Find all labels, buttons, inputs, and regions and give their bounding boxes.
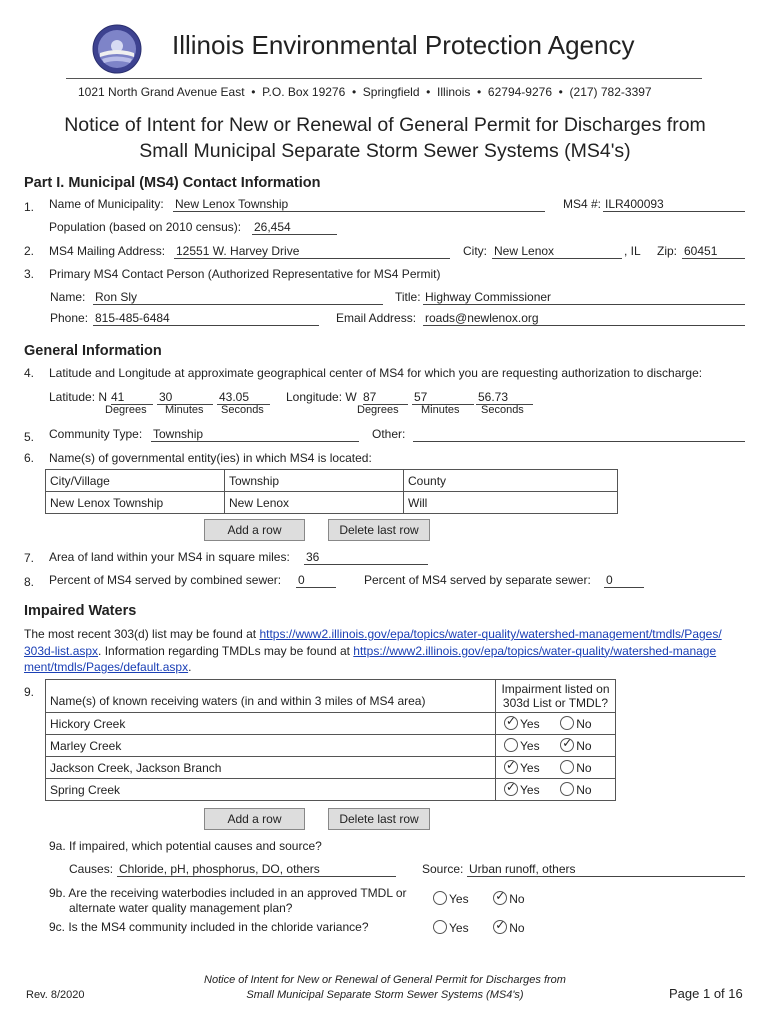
table-row — [46, 492, 618, 514]
population-label: Population (based on 2010 census): — [49, 220, 242, 234]
waters-header-name: Name(s) of known receiving waters (in and within 3 miles of MS4 area) — [46, 680, 496, 713]
q9b-options — [433, 891, 525, 906]
water-4-yes-radio[interactable] — [504, 782, 518, 796]
title-field[interactable]: Highway Commissioner — [423, 290, 745, 305]
q9c-options — [433, 920, 525, 935]
q9c-no-label: No — [509, 921, 525, 935]
footer-title-2: Small Municipal Separate Storm Sewer Systems (MS4's) — [246, 989, 524, 1001]
lat-minutes-caption: Minutes — [165, 404, 204, 416]
water-impairment-cell — [496, 779, 616, 801]
yes-label: Yes — [520, 717, 540, 731]
lon-seconds-caption: Seconds — [481, 404, 524, 416]
municipality-label: Name of Municipality: — [49, 197, 164, 211]
q3-number: 3. — [24, 267, 35, 281]
q9b-text-1: 9b. Are the receiving waterbodies included in an approved TMDL or — [49, 886, 407, 900]
yes-label: Yes — [520, 739, 540, 753]
water-2-no-radio[interactable] — [560, 738, 574, 752]
name-label: Name: — [50, 290, 86, 304]
phone-label: Phone: — [50, 311, 89, 325]
part1-heading: Part I. Municipal (MS4) Contact Information — [24, 175, 321, 191]
footer-revision: Rev. 8/2020 — [26, 989, 85, 1001]
impaired-intro-text-1: The most recent 303(d) list may be found at — [24, 627, 260, 641]
impaired-intro-text-3: . — [188, 660, 192, 674]
ms4-number-label: MS4 #: — [563, 197, 602, 211]
table-row — [46, 779, 616, 801]
entity-header-township: Township — [225, 470, 404, 492]
water-impairment-cell — [496, 735, 616, 757]
q9c-no-radio[interactable] — [493, 920, 507, 934]
entity-township-cell[interactable]: New Lenox — [225, 492, 404, 514]
zip-field[interactable]: 60451 — [682, 244, 745, 259]
yes-label: Yes — [520, 761, 540, 775]
q9b-text-2: alternate water quality management plan? — [69, 901, 293, 915]
mailing-label: MS4 Mailing Address: — [49, 244, 166, 258]
q6-text: Name(s) of governmental entity(ies) in which MS4 is located: — [49, 451, 372, 465]
lon-minutes-caption: Minutes — [421, 404, 460, 416]
q9c-text: 9c. Is the MS4 community included in the chloride variance? — [49, 920, 369, 934]
q2-number: 2. — [24, 244, 35, 258]
q9b-no-label: No — [509, 892, 525, 906]
other-label: Other: — [372, 427, 406, 441]
other-field[interactable] — [413, 427, 745, 442]
water-impairment-cell — [496, 713, 616, 735]
causes-label: Causes: — [69, 862, 114, 876]
area-field[interactable]: 36 — [304, 550, 428, 565]
q9c-yes-label: Yes — [449, 921, 469, 935]
entity-city-cell[interactable]: New Lenox Township — [46, 492, 225, 514]
entity-county-cell[interactable]: Will — [404, 492, 618, 514]
longitude-degrees[interactable]: 87 — [363, 390, 408, 405]
q5-number: 5. — [24, 430, 35, 444]
separate-sewer-field[interactable]: 0 — [604, 573, 644, 588]
water-4-no-radio[interactable] — [560, 782, 574, 796]
q1-number: 1. — [24, 200, 35, 214]
lon-degrees-caption: Degrees — [357, 404, 399, 416]
city-field[interactable]: New Lenox — [492, 244, 622, 259]
title-label: Title: — [395, 290, 421, 304]
latitude-degrees[interactable]: 41 — [111, 390, 153, 405]
lat-seconds-caption: Seconds — [221, 404, 264, 416]
population-field[interactable]: 26,454 — [252, 220, 337, 235]
source-field[interactable]: Urban runoff, others — [467, 862, 745, 877]
entity-delete-row-button[interactable]: Delete last row — [328, 519, 430, 541]
latitude-seconds[interactable]: 43.05 — [217, 390, 270, 405]
entity-header-city: City/Village — [46, 470, 225, 492]
waters-table-header — [46, 680, 616, 713]
mailing-address-field[interactable]: 12551 W. Harvey Drive — [174, 244, 450, 259]
entity-table-header — [46, 470, 618, 492]
waters-table — [45, 679, 616, 801]
q9a-text: 9a. If impaired, which potential causes and source? — [49, 839, 322, 853]
water-2-yes-radio[interactable] — [504, 738, 518, 752]
link-tmdls[interactable]: https://www2.illinois.gov/epa/topics/water-quality/watershed-management/tmdls/Pages/default.aspx — [24, 643, 717, 674]
no-label: No — [576, 761, 592, 775]
entity-table — [45, 469, 618, 514]
general-heading: General Information — [24, 343, 162, 359]
waters-header-impairment: Impairment listed on 303d List or TMDL? — [496, 680, 616, 713]
no-label: No — [576, 783, 592, 797]
doc-title-line-1: Notice of Intent for New or Renewal of General Permit for Discharges from — [64, 114, 706, 136]
q9-number: 9. — [24, 685, 35, 699]
yes-label: Yes — [520, 783, 540, 797]
waters-delete-row-button[interactable]: Delete last row — [328, 808, 430, 830]
table-row — [46, 757, 616, 779]
q4-number: 4. — [24, 366, 35, 380]
area-label: Area of land within your MS4 in square miles: — [49, 550, 290, 564]
ms4-number-field[interactable]: ILR400093 — [603, 197, 745, 212]
longitude-label: Longitude: W — [286, 390, 357, 404]
water-name-cell[interactable]: Spring Creek — [46, 779, 496, 801]
q6-number: 6. — [24, 451, 35, 465]
water-1-yes-radio[interactable] — [504, 716, 518, 730]
agency-name: Illinois Environmental Protection Agency — [172, 30, 635, 60]
water-1-no-radio[interactable] — [560, 716, 574, 730]
phone-field[interactable]: 815-485-6484 — [93, 311, 319, 326]
agency-seal — [92, 24, 142, 74]
no-label: No — [576, 717, 592, 731]
community-type-field[interactable]: Township — [151, 427, 359, 442]
q8-number: 8. — [24, 575, 35, 589]
impaired-intro-text-2: . Information regarding TMDLs may be found at — [98, 643, 354, 658]
table-row — [46, 713, 616, 735]
zip-label: Zip: — [657, 244, 678, 258]
municipality-field[interactable]: New Lenox Township — [173, 197, 545, 212]
community-type-label: Community Type: — [49, 427, 143, 441]
water-name-cell[interactable]: Jackson Creek, Jackson Branch — [46, 757, 496, 779]
email-field[interactable]: roads@newlenox.org — [423, 311, 745, 326]
latitude-minutes[interactable]: 30 — [157, 390, 213, 405]
agency-address: 1021 North Grand Avenue East • P.O. Box 19276 • Springfield • Illinois • 62794-9276 • (217) 782-3397 — [78, 85, 652, 99]
combined-sewer-field[interactable]: 0 — [296, 573, 336, 588]
name-field[interactable]: Ron Sly — [93, 290, 383, 305]
combined-sewer-label: Percent of MS4 served by combined sewer: — [49, 573, 282, 587]
waters-add-row-button[interactable]: Add a row — [204, 808, 305, 830]
q7-number: 7. — [24, 551, 35, 565]
entity-header-county: County — [404, 470, 618, 492]
water-3-no-radio[interactable] — [560, 760, 574, 774]
impaired-heading: Impaired Waters — [24, 603, 137, 619]
no-label: No — [576, 739, 592, 753]
latitude-label: Latitude: N — [49, 390, 108, 404]
q9c-yes-radio[interactable] — [433, 920, 447, 934]
q4-text: Latitude and Longitude at approximate geographical center of MS4 for which you are requesting authorization to discharge: — [49, 366, 703, 380]
impaired-intro — [24, 626, 724, 676]
water-3-yes-radio[interactable] — [504, 760, 518, 774]
email-label: Email Address: — [336, 311, 417, 325]
water-name-cell[interactable]: Marley Creek — [46, 735, 496, 757]
water-impairment-cell — [496, 757, 616, 779]
lat-degrees-caption: Degrees — [105, 404, 147, 416]
longitude-minutes[interactable]: 57 — [412, 390, 474, 405]
table-row — [46, 735, 616, 757]
link-303d-list[interactable]: https://www2.illinois.gov/epa/topics/water-quality/watershed-management/tmdls/Pages/303d-list.aspx — [24, 627, 722, 658]
q9b-yes-label: Yes — [449, 892, 469, 906]
q9b-no-radio[interactable] — [493, 891, 507, 905]
separate-sewer-label: Percent of MS4 served by separate sewer: — [364, 573, 591, 587]
header-rule — [66, 78, 702, 79]
entity-add-row-button[interactable]: Add a row — [204, 519, 305, 541]
q9b-yes-radio[interactable] — [433, 891, 447, 905]
longitude-seconds[interactable]: 56.73 — [476, 390, 533, 405]
footer-page-number: Page 1 of 16 — [669, 986, 743, 1001]
causes-field[interactable]: Chloride, pH, phosphorus, DO, others — [117, 862, 396, 877]
footer-title-1: Notice of Intent for New or Renewal of General Permit for Discharges from — [204, 974, 566, 986]
state-label: , IL — [624, 244, 641, 258]
city-label: City: — [463, 244, 487, 258]
source-label: Source: — [422, 862, 464, 876]
contact-label: Primary MS4 Contact Person (Authorized Representative for MS4 Permit) — [49, 267, 441, 281]
water-name-cell[interactable]: Hickory Creek — [46, 713, 496, 735]
doc-title-line-2: Small Municipal Separate Storm Sewer Systems (MS4's) — [139, 140, 631, 162]
